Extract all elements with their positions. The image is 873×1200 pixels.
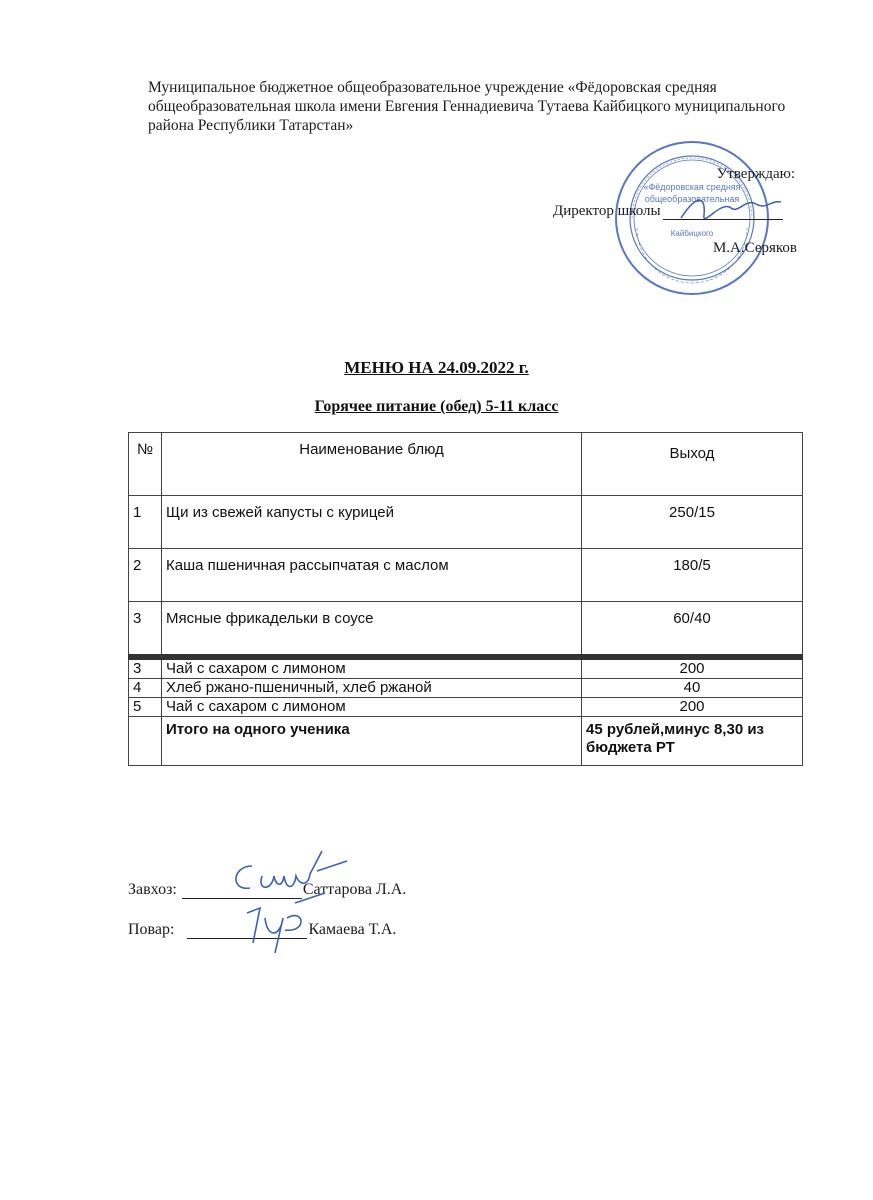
stamp-text-2: общеобразовательная <box>644 194 740 204</box>
approve-label: Утверждаю: <box>716 166 795 182</box>
row-dish: Чай с сахаром с лимоном <box>162 698 582 717</box>
director-name: М.А.Серяков <box>712 240 797 256</box>
cook-label: Повар: <box>128 921 175 938</box>
director-label: Директор школы <box>553 203 661 219</box>
director-signature <box>676 190 786 230</box>
row-output: 250/15 <box>582 496 803 549</box>
cook-name: Камаева Т.А. <box>308 921 397 938</box>
table-row <box>129 657 803 679</box>
table-row <box>129 679 803 698</box>
table-header-row <box>129 433 803 496</box>
table-row <box>129 549 803 602</box>
row-output: 40 <box>582 679 803 698</box>
row-number: 5 <box>129 698 162 717</box>
row-dish: Каша пшеничная рассыпчатая с маслом <box>162 549 582 602</box>
menu-subtitle: Горячее питание (обед) 5-11 класс <box>314 398 559 415</box>
row-output: 180/5 <box>582 549 803 602</box>
table-row <box>129 496 803 549</box>
row-dish: Мясные фрикадельки в соусе <box>162 602 582 658</box>
row-output: 200 <box>582 698 803 717</box>
row-output: 60/40 <box>582 602 803 658</box>
row-dish: Хлеб ржано-пшеничный, хлеб ржаной <box>162 679 582 698</box>
row-number: 2 <box>129 549 162 602</box>
menu-title: МЕНЮ НА 24.09.2022 г. <box>344 358 529 377</box>
organization-name: Муниципальное бюджетное общеобразовательное учреждение «Фёдоровская средняя общеобразовательная школа имени Евгения Геннадиевича Тутаева Кайбицкого муниципального района Республики Татарстан» <box>148 79 786 134</box>
row-dish: Чай с сахаром с лимоном <box>162 657 582 679</box>
storekeeper-label: Завхоз: <box>128 881 177 898</box>
cook-signature <box>225 888 335 958</box>
stamp-text-3: Кайбицкого <box>670 229 714 238</box>
row-number: 1 <box>129 496 162 549</box>
row-output: 200 <box>582 657 803 679</box>
stamp-text-1: «Фёдоровская средняя <box>643 182 741 192</box>
table-total-row <box>129 717 803 766</box>
header-number: № <box>129 433 162 496</box>
table-row <box>129 602 803 658</box>
row-number: 3 <box>129 657 162 679</box>
total-empty-cell <box>129 717 162 766</box>
total-value: 45 рублей,минус 8,30 из бюджета РТ <box>582 717 803 766</box>
row-number: 3 <box>129 602 162 658</box>
row-number: 4 <box>129 679 162 698</box>
table-row <box>129 698 803 717</box>
header-dish-name: Наименование блюд <box>162 433 582 496</box>
row-dish: Щи из свежей капусты с курицей <box>162 496 582 549</box>
storekeeper-name: Саттарова Л.А. <box>302 881 407 898</box>
menu-table <box>128 432 803 766</box>
total-label: Итого на одного ученика <box>162 717 582 766</box>
header-output: Выход <box>582 433 803 496</box>
